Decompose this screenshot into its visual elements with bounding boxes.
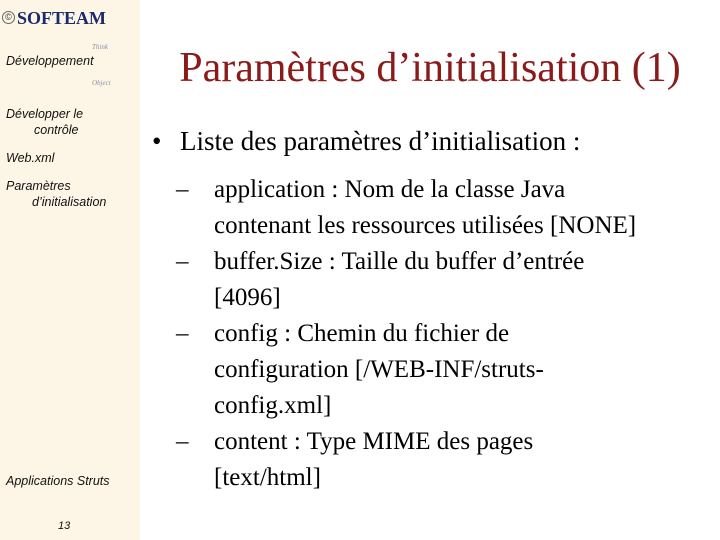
slide-content — [152, 124, 712, 496]
sidebar-footer-title: Applications Struts — [6, 474, 110, 488]
sub-item-line: application : Nom de la classe Java — [214, 176, 566, 203]
sidebar-section-title: Développement — [6, 54, 94, 68]
slide-title: Paramètres d’initialisation (1) — [179, 45, 681, 91]
sub-item-line: [4096] — [214, 284, 281, 311]
page-number: 13 — [58, 520, 71, 532]
dash-icon: – — [176, 176, 189, 203]
sub-item-line: contenant les ressources utilisées [NONE] — [214, 212, 637, 239]
dash-icon: – — [176, 428, 189, 455]
sidebar-item-label: Développer le — [6, 107, 84, 121]
dash-icon: – — [176, 248, 189, 275]
bullet-icon: • — [152, 126, 162, 156]
sidebar-item-label: contrôle — [34, 123, 79, 137]
sub-item-line: config.xml] — [214, 392, 332, 419]
dash-icon: – — [176, 320, 189, 347]
sub-item — [176, 172, 712, 244]
sidebar-item-parametres[interactable] — [6, 178, 136, 210]
sub-item-line: config : Chemin du fichier de — [214, 320, 510, 347]
sub-item — [176, 316, 712, 424]
sub-list — [152, 172, 712, 496]
sidebar-item-developper-controle[interactable] — [6, 106, 126, 138]
sidebar-item-label: d’initialisation — [32, 195, 107, 209]
sub-item-line: [text/html] — [214, 464, 321, 491]
copyright-icon: © — [2, 11, 15, 24]
sidebar — [0, 0, 140, 540]
sub-item — [176, 244, 712, 316]
sidebar-item-label: Paramètres — [6, 179, 71, 193]
logo-wordmark: SOFTEAM — [17, 8, 107, 28]
logo-tagline: Think Object — [92, 43, 111, 87]
sub-item-line: content : Type MIME des pages — [214, 428, 534, 455]
bullet-text: Liste des paramètres d’initialisation : — [180, 126, 581, 156]
sub-item-line: buffer.Size : Taille du buffer d’entrée — [214, 248, 585, 275]
bullet-item — [152, 124, 712, 158]
sub-item-line: configuration [/WEB-INF/struts- — [214, 356, 544, 383]
sidebar-item-web-xml[interactable]: Web.xml — [6, 151, 55, 165]
sub-item — [176, 424, 712, 496]
